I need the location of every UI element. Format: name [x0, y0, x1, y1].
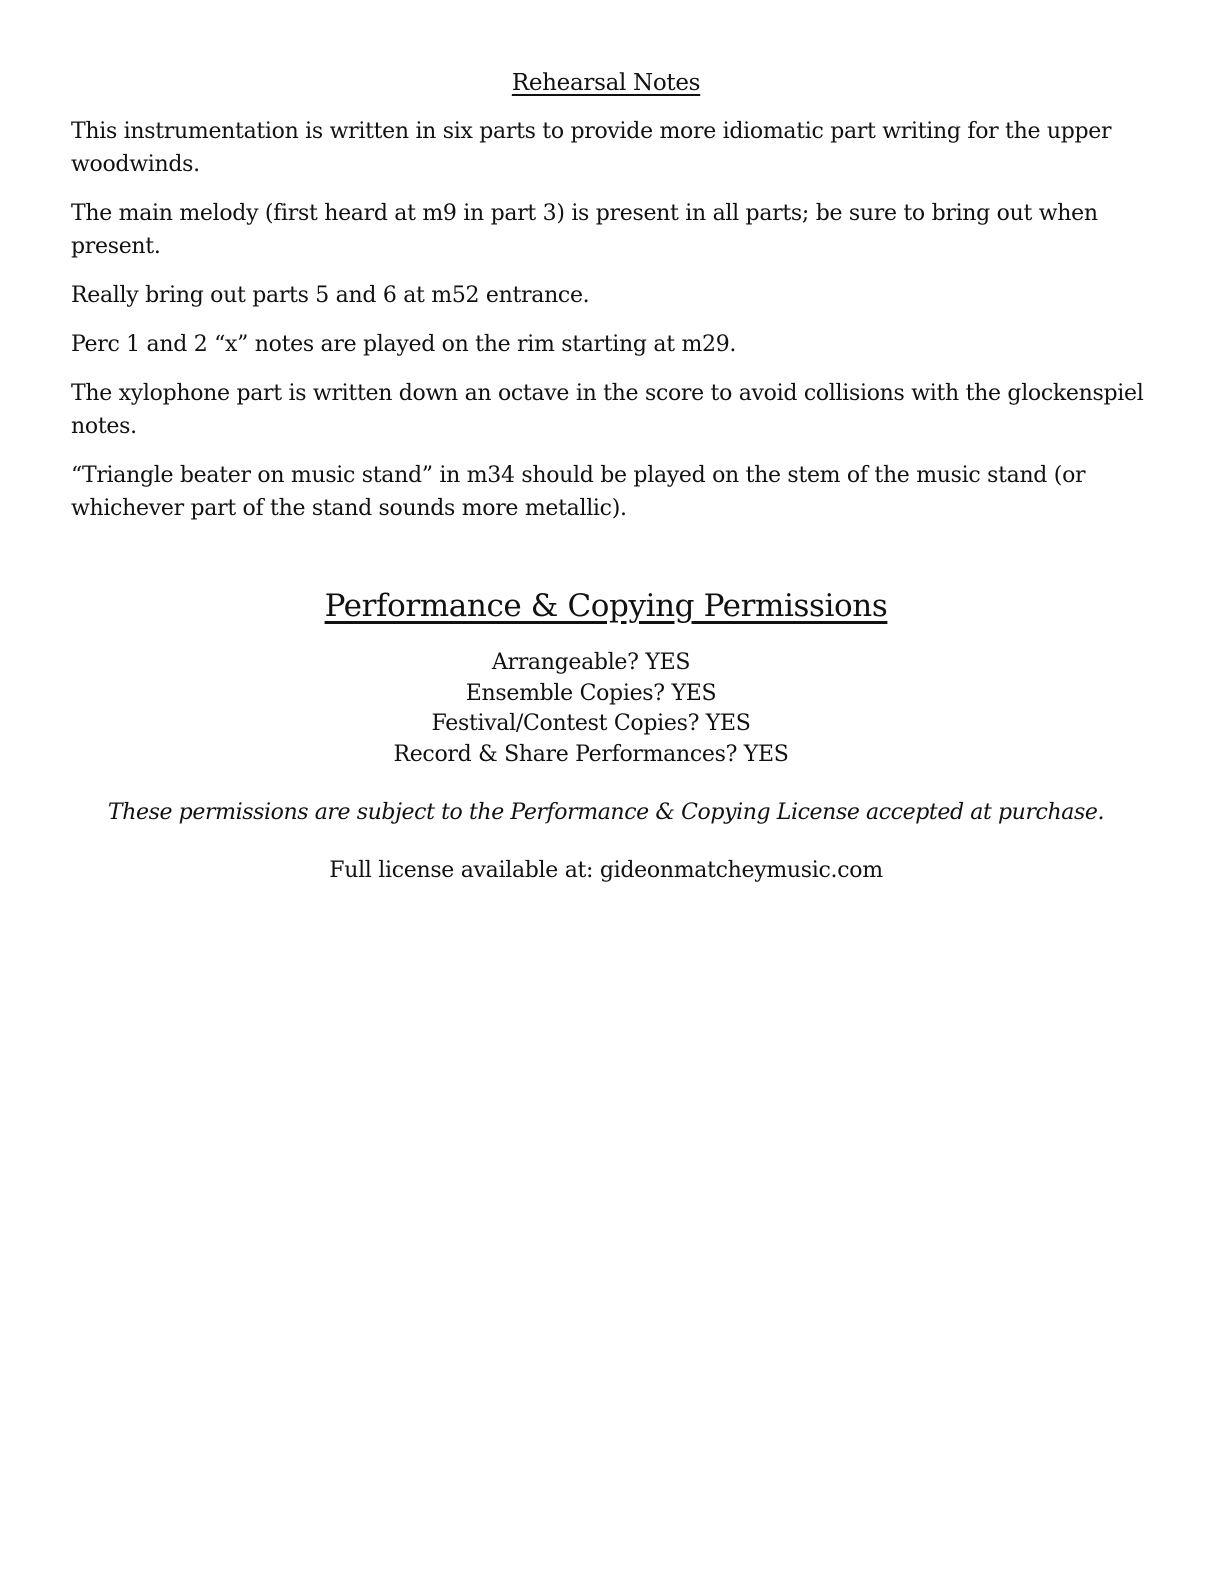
license-note: These permissions are subject to the Performance & Copying License accepted at purchase.	[107, 800, 1105, 825]
permission-item: Festival/Contest Copies? YES	[431, 711, 751, 736]
license-url-text: Full license available at: gideonmatcheymusic.com	[329, 858, 883, 883]
rehearsal-notes-heading: Rehearsal Notes	[511, 70, 701, 96]
rehearsal-note-paragraph: This instrumentation is written in six parts to provide more idiomatic part writing for the upper woodwinds.	[71, 119, 1112, 177]
permissions-list	[0, 648, 1182, 770]
permissions-heading: Performance & Copying Permissions	[324, 588, 888, 624]
permission-item: Ensemble Copies? YES	[465, 680, 717, 706]
rehearsal-note-paragraph: The main melody (first heard at m9 in part 3) is present in all parts; be sure to bring out when present.	[71, 201, 1098, 259]
permission-item: Arrangeable? YES	[491, 650, 691, 675]
rehearsal-note-paragraph: Really bring out parts 5 and 6 at m52 entrance.	[71, 283, 590, 308]
rehearsal-note-paragraph: The xylophone part is written down an octave in the score to avoid collisions with the glockenspiel notes.	[71, 381, 1144, 439]
rehearsal-note-paragraph: Perc 1 and 2 “x” notes are played on the rim starting at m29.	[71, 332, 737, 357]
permission-item: Record & Share Performances? YES	[393, 741, 789, 767]
rehearsal-note-paragraph: “Triangle beater on music stand” in m34 should be played on the stem of the music stand (or whichever part of the stand sounds more metallic).	[71, 463, 1086, 521]
rehearsal-notes-body	[71, 115, 1146, 541]
